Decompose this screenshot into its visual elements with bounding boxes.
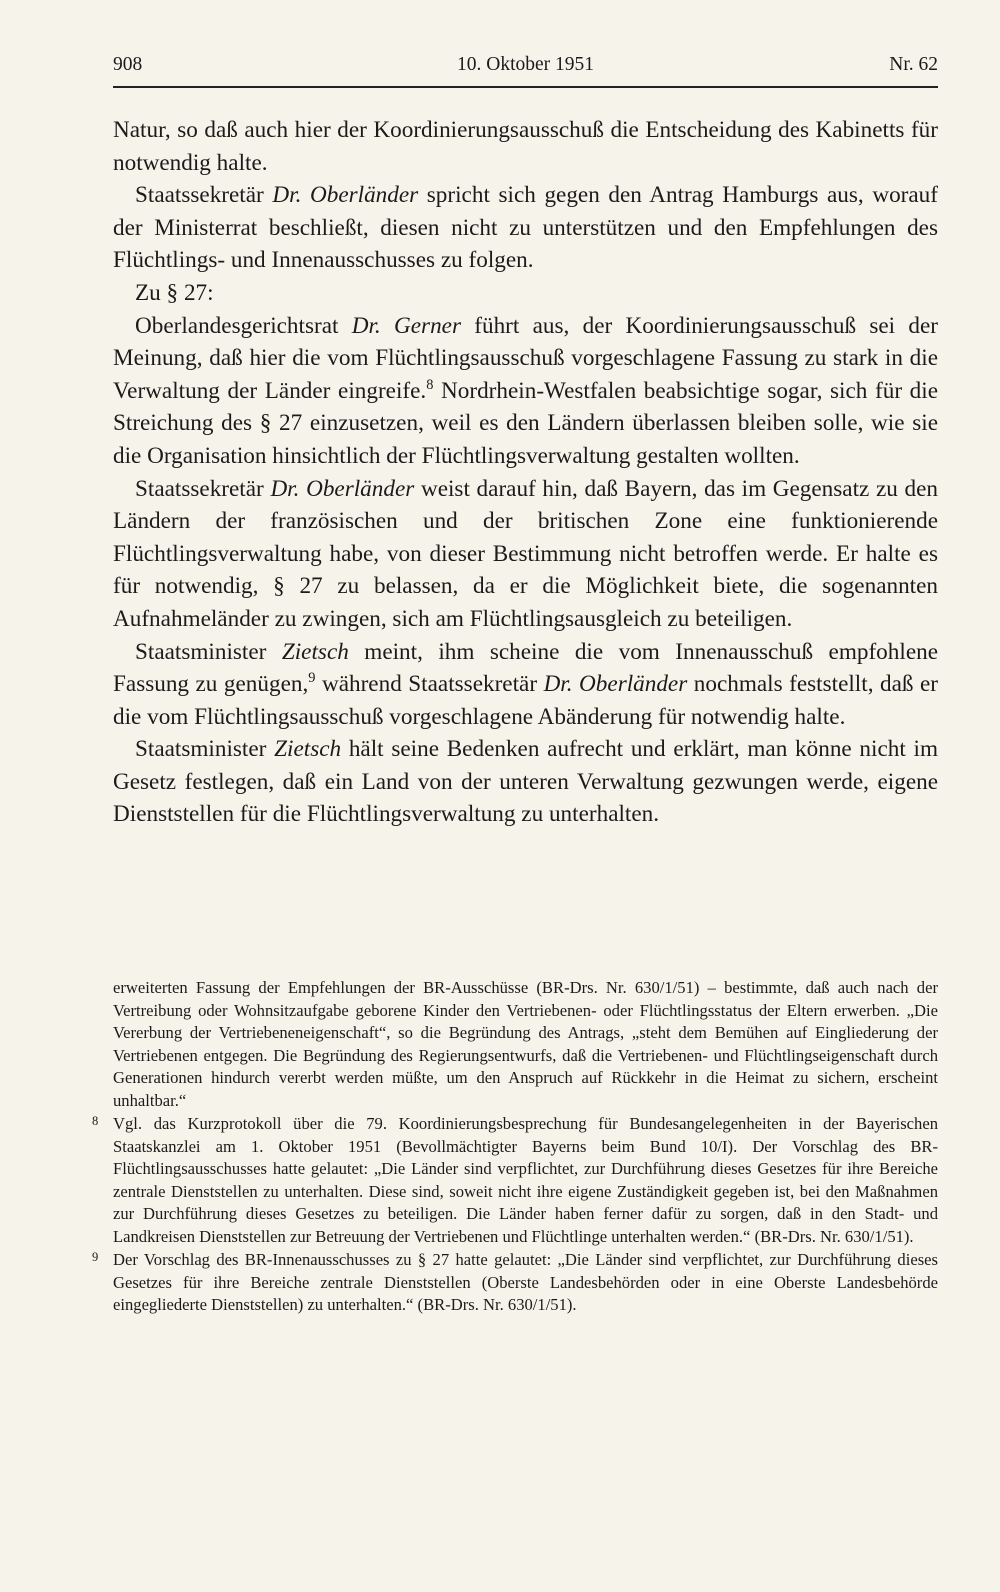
text-run: Staatsminister — [135, 638, 282, 665]
page-number: 908 — [113, 54, 143, 75]
footnotes — [92, 977, 938, 1317]
footnote-continuation: erweiterten Fassung der Empfehlungen der BR-Ausschüsse (BR-Drs. Nr. 630/1/51) – bestimmte, daß auch nach der Vertreibung oder Wohnsitzaufgabe geborene Kinder den Vertriebenen- oder Flüchtlingsstatus der Eltern erwerben. „Die Vererbung der Vertriebeneneigenschaft“, so die Begründung des Antrags, „steht dem Bemühen auf Eingliederung der Vertriebenen entgegen. Die Begründung des Regierungsentwurfs, daß die Vertriebenen- und Flüchtlingseigenschaft durch Generationen hindurch vererbt werden müßte, um den Anspruch auf Rückkehr in die Heimat zu sichern, erscheint unhaltbar.“ — [113, 978, 938, 1110]
text-run: hält seine Bedenken aufrecht und erklärt, man könne nicht im Gesetz festlegen, daß ein Land von der unteren Verwaltung gezwungen werde, eigene Dienststellen für die Flüchtlingsverwaltung zu unterhalten. — [113, 736, 939, 828]
section-heading: Zu § 27: — [135, 279, 214, 306]
text-run: während Staatssekretär — [315, 671, 544, 698]
text-run: Staatsminister — [135, 736, 275, 763]
header-date: 10. Oktober 1951 — [456, 54, 595, 75]
text-run: Staatssekretär — [135, 182, 273, 209]
main-text — [113, 114, 938, 831]
text-run: weist darauf hin, daß Bayern, das im Gegensatz zu den Ländern der französischen und der britischen Zone eine funktionierende Flüchtlingsverwaltung habe, von dieser Bestimmung nicht betroffen werde. Er halte es für notwendig, § 27 zu belassen, da er die Möglichkeit biete, die sogenannten Aufnahmeländer zu zwingen, sich am Flüchtlingsausgleich zu beteiligen. — [113, 475, 939, 632]
footnote-text: Vgl. das Kurzprotokoll über die 79. Koordinierungsbesprechung für Bundesangelegenheiten in der Bayerischen Staatskanzlei am 1. Oktober 1951 (Bevollmächtigter Bayerns beim Bund 10/I). Der Vorschlag des BR-Flüchtlingsausschusses hatte gelautet: „Die Länder sind verpflichtet, zur Durchführung dieses Gesetzes für ihre Bereiche zentrale Dienststellen zu unterhalten. Diese sind, soweit nicht ihre eigene Zuständigkeit gegeben ist, bei den Maßnahmen zur Durchführung dieses Gesetzes zu beteiligen. Die Länder haben ferner dafür zu sorgen, daß in den Stadt- und Landkreisen Dienststellen zur Betreuung der Vertriebenen und Flüchtlinge unterhalten werden.“ (BR-Drs. Nr. 630/1/51). — [113, 1114, 938, 1246]
speaker-name: Zietsch — [274, 736, 342, 763]
footnote-8 — [92, 1113, 938, 1248]
footnote-ref: 8 — [426, 376, 434, 393]
paragraph-zietsch-2 — [113, 733, 938, 831]
header-rule — [113, 86, 938, 88]
text-run: nochmals feststellt, daß er die vom Flüchtlingsausschuß vorgeschlagene Abänderung für notwendig halte. — [113, 671, 938, 730]
text-run: Nordrhein-Westfalen beabsichtige sogar, sich für die Streichung des § 27 einzusetzen, weil es den Ländern überlassen bleiben solle, wie sie die Organisation hinsichtlich der Flüchtlingsverwaltung gestalten wollten. — [113, 377, 938, 469]
footnote-ref: 9 — [308, 670, 316, 687]
text-run: meint, ihm scheine die vom Innenausschuß empfohlene Fassung zu genügen, — [113, 638, 938, 698]
footnote-text: Der Vorschlag des BR-Innenausschusses zu § 27 hatte gelautet: „Die Länder sind verpflichtet, zur Durchführung dieses Gesetzes für ihre Bereiche zentrale Dienststellen (Oberste Landesbehörden oder in eine Oberste Landesbehörde eingegliederte Dienststellen) zu unterhalten.“ (BR-Drs. Nr. 630/1/51). — [113, 1250, 938, 1314]
speaker-name: Dr. Oberländer — [270, 475, 415, 502]
footnote-number: 8 — [92, 1114, 99, 1128]
footnote-9 — [92, 1249, 938, 1317]
speaker-name: Dr. Gerner — [351, 312, 461, 339]
speaker-name: Zietsch — [281, 638, 349, 665]
speaker-name: Dr. Oberländer — [272, 182, 419, 209]
paragraph-gerner — [113, 310, 938, 473]
text-run: Oberlandesgerichtsrat — [135, 312, 352, 339]
paragraph-oberlaender-1 — [113, 179, 938, 277]
speaker-name: Dr. Oberländer — [543, 671, 688, 698]
paragraph-continuation: Natur, so daß auch hier der Koordinierungsausschuß die Entscheidung des Kabinetts für notwendig halte. — [113, 117, 938, 176]
text-run: spricht sich gegen den Antrag Hamburgs aus, worauf der Ministerrat beschließt, diesen nicht zu unterstützen und den Empfehlungen des Flüchtlings- und Innenausschusses zu folgen. — [113, 182, 938, 274]
paragraph-zietsch-1 — [113, 636, 938, 734]
paragraph-oberlaender-2 — [113, 473, 938, 636]
issue-number: Nr. 62 — [889, 54, 938, 75]
text-run: führt aus, der Koordinierungsausschuß sei der Meinung, daß hier die vom Flüchtlingsausschuß vorgeschlagene Fassung zu stark in die Verwaltung der Länder eingreife. — [113, 312, 938, 404]
footnote-number: 9 — [92, 1250, 99, 1264]
running-header — [113, 54, 938, 84]
text-run: Staatssekretär — [135, 475, 271, 502]
